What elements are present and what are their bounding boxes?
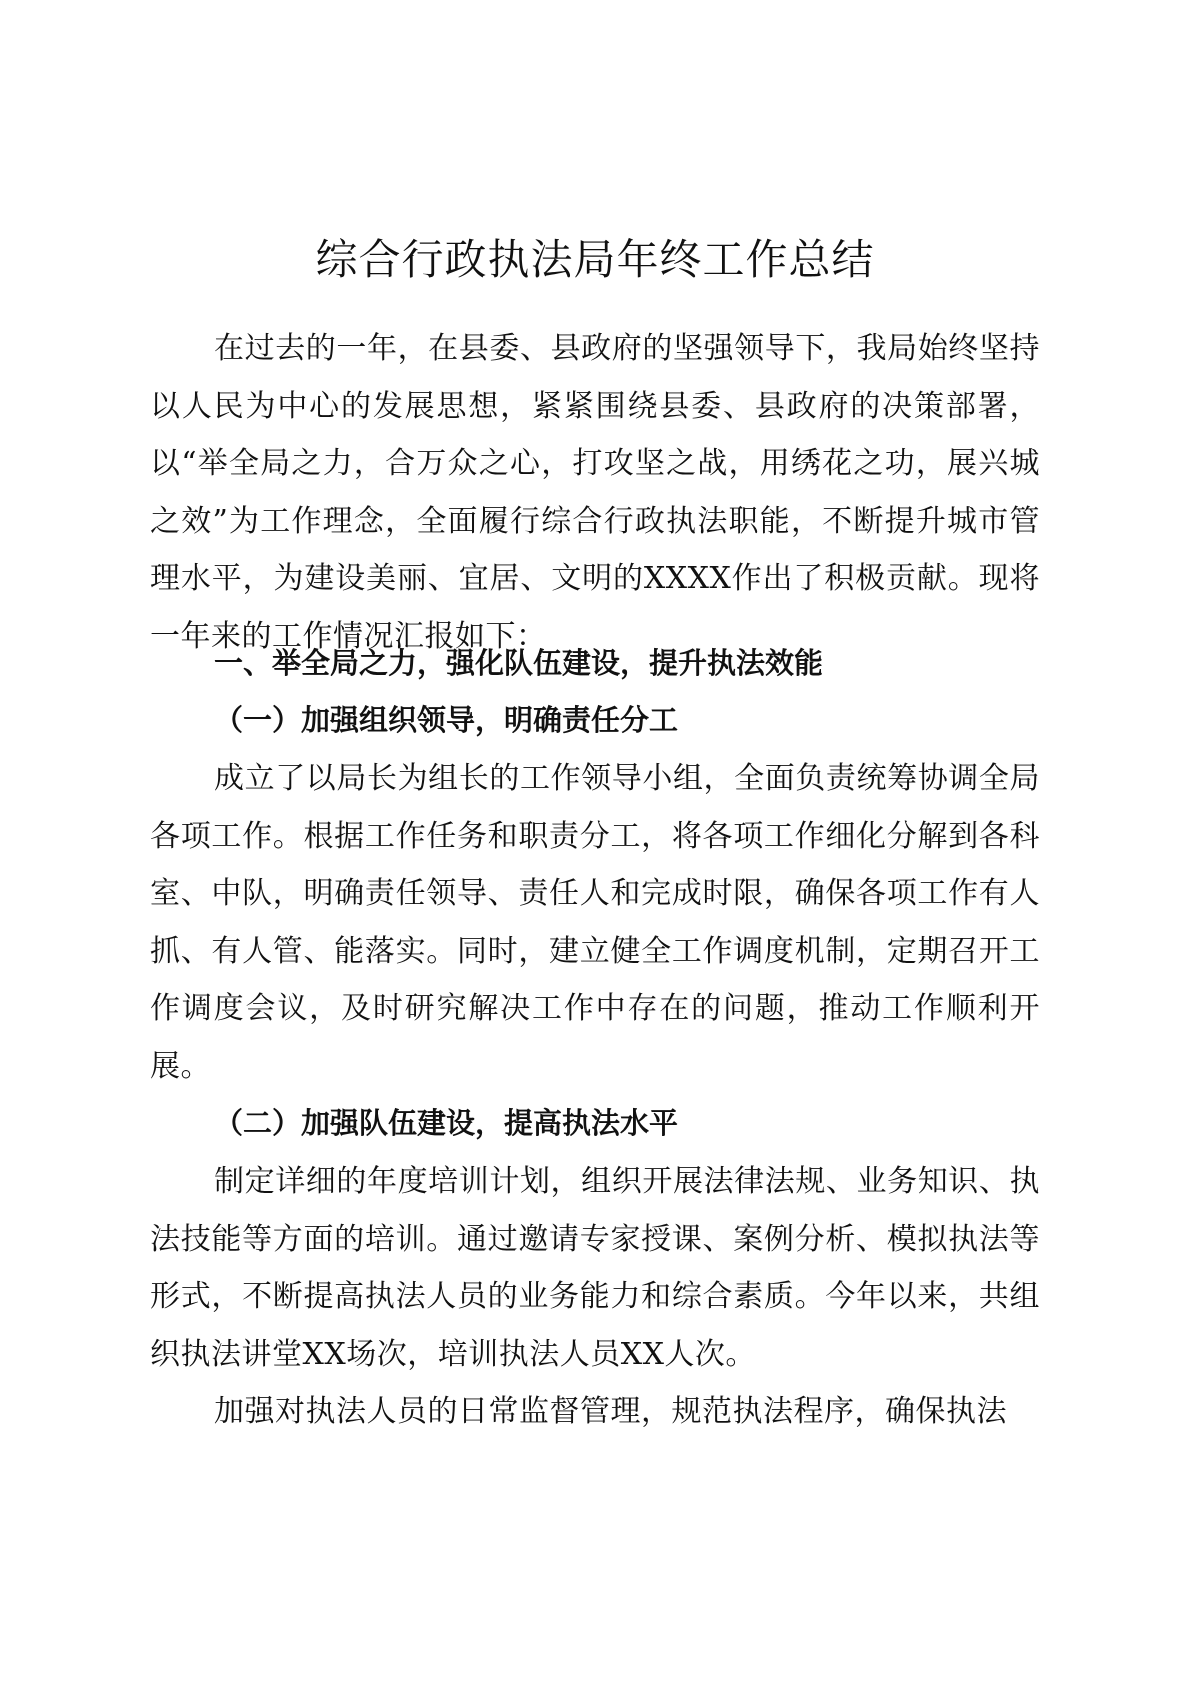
- section-heading-1: 一、举全局之力，强化队伍建设，提升执法效能: [214, 646, 824, 680]
- subsection-2-paragraph-1: 制定详细的年度培训计划，组织开展法律法规、业务知识、执法技能等方面的培训。通过邀请专家授课、案例分析、模拟执法等形式，不断提高执法人员的业务能力和综合素质。今年以来，共组织执法讲堂XX场次，培训执法人员XX人次。: [150, 1164, 1040, 1372]
- subsection-1-paragraph: 成立了以局长为组长的工作领导小组，全面负责统筹协调全局各项工作。根据工作任务和职责分工，将各项工作细化分解到各科室、中队，明确责任领导、责任人和完成时限，确保各项工作有人抓、有人管、能落实。同时，建立健全工作调度机制，定期召开工作调度会议，及时研究解决工作中存在的问题，推动工作顺利开展。: [150, 761, 1040, 1084]
- document-title: 综合行政执法局年终工作总结: [315, 235, 875, 284]
- subsection-heading-1: （一）加强组织领导，明确责任分工: [214, 703, 679, 737]
- intro-paragraph: 在过去的一年，在县委、县政府的坚强领导下，我局始终坚持以人民为中心的发展思想，紧紧围绕县委、县政府的决策部署，以“举全局之力，合万众之心，打攻坚之战，用绣花之功，展兴城之效”为工作理念，全面履行综合行政执法职能，不断提升城市管理水平，为建设美丽、宜居、文明的XXXX作出了积极贡献。现将一年来的工作情况汇报如下：: [150, 331, 1040, 654]
- subsection-2-paragraph-2: 加强对执法人员的日常监督管理，规范执法程序，确保执法: [214, 1394, 1007, 1429]
- subsection-heading-2: （二）加强队伍建设，提高执法水平: [214, 1106, 679, 1140]
